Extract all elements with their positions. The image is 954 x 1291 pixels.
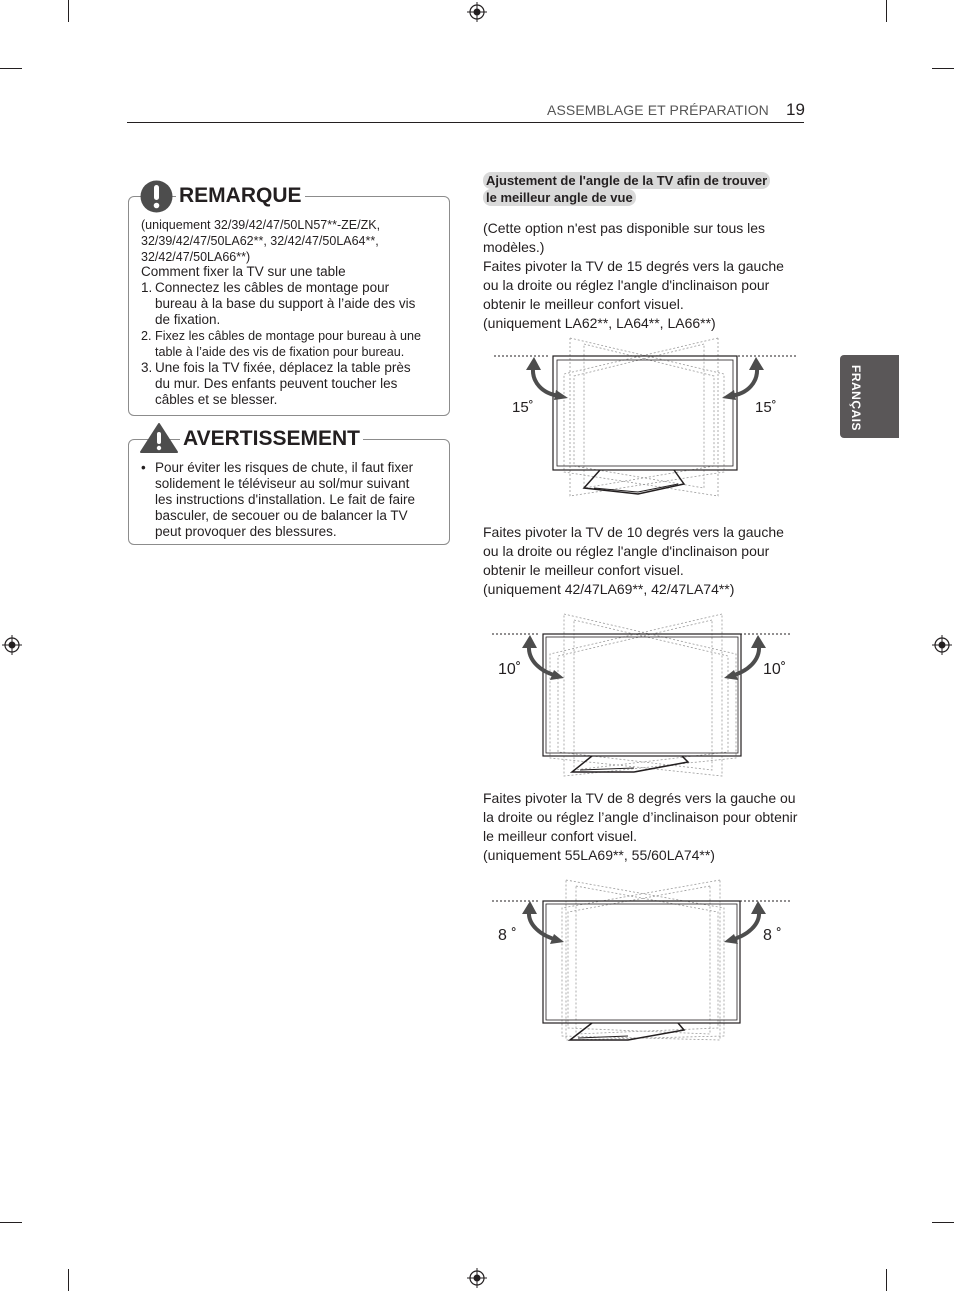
step-line: table à l’aide des vis de fixation pour bureau.: [155, 345, 405, 359]
rotate-right-arrow-icon: [722, 354, 766, 400]
subheading-line: le meilleur angle de vue: [483, 189, 636, 206]
paragraph-15deg: [483, 219, 808, 333]
crop-mark: [886, 0, 887, 22]
paragraph-line: Faites pivoter la TV de 15 degrés vers la gauche: [483, 258, 784, 274]
paragraph-line: (Cette option n'est pas disponible sur tous les: [483, 220, 766, 236]
crop-mark: [0, 68, 22, 69]
angle-label-left: 8 ˚: [498, 927, 517, 944]
rotate-right-arrow-icon: [724, 898, 768, 944]
crop-mark: [932, 1222, 954, 1223]
note-intro: Comment fixer la TV sur une table: [141, 264, 346, 279]
rotate-right-arrow-icon: [724, 632, 768, 680]
crop-mark: [932, 68, 954, 69]
page-number: 19: [786, 100, 805, 119]
crop-mark: [0, 1222, 22, 1223]
models-line: 32/39/42/47/50LA62**, 32/42/47/50LA64**,: [141, 234, 379, 248]
warning-line: solidement le téléviseur au sol/mur suivant: [155, 476, 410, 491]
step-line: du mur. Des enfants peuvent toucher les: [155, 376, 398, 391]
registration-mark-icon: [2, 635, 22, 655]
step-number: 1.: [141, 280, 153, 295]
rotate-left-arrow-icon: [520, 632, 564, 680]
warning-triangle-icon: [139, 422, 179, 454]
language-tab-label: FRANÇAIS: [849, 365, 863, 431]
paragraph-line: modèles.): [483, 239, 545, 255]
warning-line: basculer, de secouer ou de balancer la TV: [155, 508, 408, 523]
paragraph-8deg: [483, 789, 808, 865]
warning-line: les instructions d'installation. Le fait de faire: [155, 492, 415, 507]
angle-label-left: 15˚: [512, 399, 534, 416]
registration-mark-icon: [467, 2, 487, 22]
header-divider: [127, 122, 804, 123]
step-number: 3.: [141, 360, 153, 375]
note-steps: [141, 264, 441, 408]
warning-title: AVERTISSEMENT: [180, 427, 363, 451]
step-number: 2.: [141, 329, 152, 343]
models-line: 32/42/47/50LA66**): [141, 250, 251, 264]
warning-line: Pour éviter les risques de chute, il faut fixer: [155, 460, 414, 475]
crop-mark: [68, 0, 69, 22]
paragraph-line: Faites pivoter la TV de 8 degrés vers la gauche ou: [483, 790, 796, 806]
warning-line: peut provoquer des blessures.: [155, 524, 337, 539]
paragraph-line: ou la droite ou réglez l'angle d'inclinaison pour: [483, 277, 770, 293]
exclamation-circle-icon: [139, 179, 174, 214]
language-tab: [840, 355, 899, 438]
step-line: Une fois la TV fixée, déplacez la table près: [155, 360, 411, 375]
steps-list: [141, 280, 441, 408]
list-item: [141, 328, 441, 360]
registration-mark-icon: [932, 635, 952, 655]
paragraph-line: ou la droite ou réglez l'angle d'inclinaison pour: [483, 543, 770, 559]
list-item: [141, 360, 441, 408]
subheading-line: Ajustement de l'angle de la TV afin de trouver: [483, 172, 770, 189]
step-line: de fixation.: [155, 312, 221, 327]
paragraph-line: obtenir le meilleur confort visuel.: [483, 562, 684, 578]
registration-mark-icon: [467, 1268, 487, 1288]
models-line: (uniquement 32/39/42/47/50LN57**-ZE/ZK,: [141, 218, 381, 232]
step-line: Connectez les câbles de montage pour: [155, 280, 390, 295]
warning-body: [141, 460, 441, 540]
angle-label-right: 15˚: [755, 399, 777, 416]
list-item: [141, 280, 441, 328]
step-line: Fixez les câbles de montage pour bureau à une: [155, 329, 422, 343]
rotate-left-arrow-icon: [524, 354, 568, 400]
paragraph-line: la droite ou réglez l’angle d’inclinaison pour obtenir: [483, 809, 798, 825]
angle-label-right: 8 ˚: [763, 927, 782, 944]
step-line: câbles et se blesser.: [155, 392, 278, 407]
paragraph-line: le meilleur confort visuel.: [483, 828, 638, 844]
note-body: [141, 217, 441, 265]
angle-label-right: 10˚: [763, 661, 787, 678]
note-title: REMARQUE: [176, 184, 305, 208]
paragraph-line: (uniquement 42/47LA69**, 42/47LA74**): [483, 581, 735, 597]
crop-mark: [886, 1269, 887, 1291]
bullet: •: [141, 460, 146, 475]
paragraph-line: (uniquement LA62**, LA64**, LA66**): [483, 315, 716, 331]
paragraph-line: (uniquement 55LA69**, 55/60LA74**): [483, 847, 715, 863]
rotate-left-arrow-icon: [520, 898, 564, 944]
crop-mark: [68, 1269, 69, 1291]
step-line: bureau à la base du support à l’aide des vis: [155, 296, 416, 311]
section-title: ASSEMBLAGE ET PRÉPARATION: [547, 102, 769, 118]
paragraph-10deg: [483, 523, 808, 599]
paragraph-line: Faites pivoter la TV de 10 degrés vers la gauche: [483, 524, 784, 540]
section-subheading: [483, 172, 801, 206]
paragraph-line: obtenir le meilleur confort visuel.: [483, 296, 684, 312]
angle-label-left: 10˚: [498, 661, 522, 678]
